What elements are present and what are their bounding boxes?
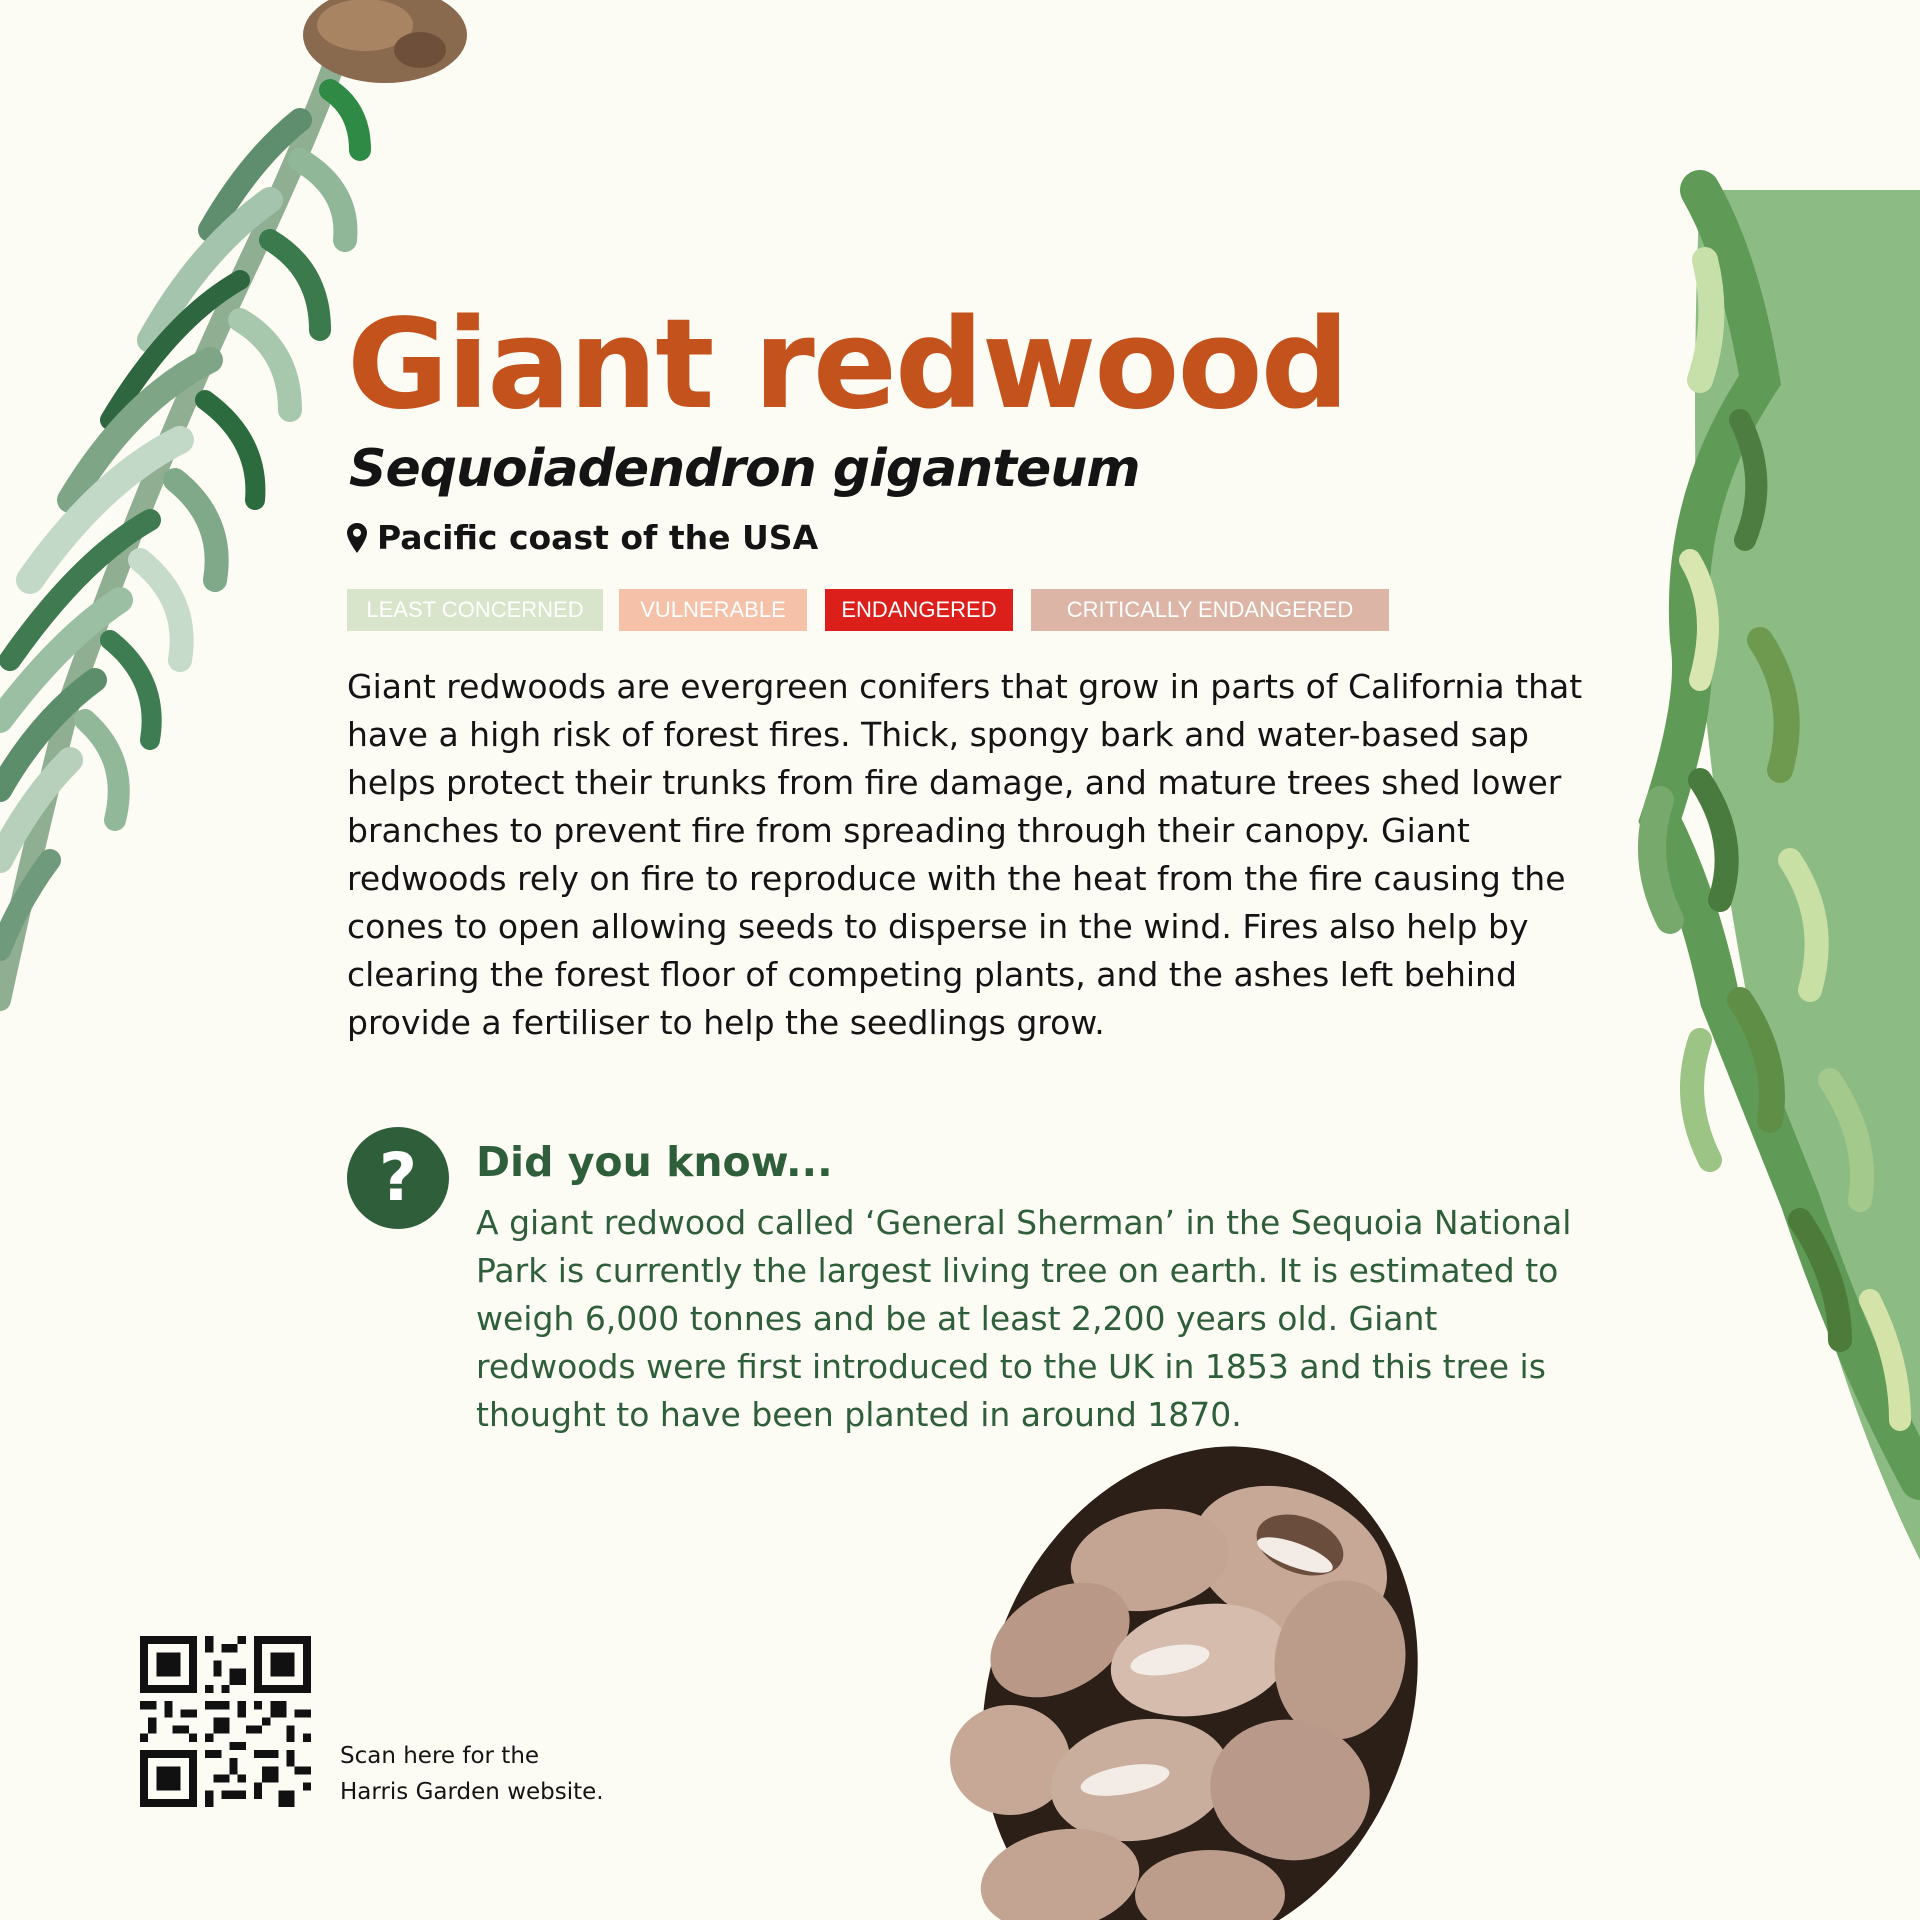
location-text: Pacific coast of the USA <box>377 518 819 557</box>
status-endangered: ENDANGERED <box>825 589 1013 631</box>
right-branch-illustration <box>1652 190 1920 1920</box>
did-you-know-text: A giant redwood called ‘General Sherman’ in the Sequoia National Park is currently the largest living tree on earth. It is estimated to weigh 6,000 tonnes and be at least 2,200 years old. Giant redwoods were first introduced to the UK in 1853 and this tree is thought to have been planted in around 1870. <box>476 1203 1572 1434</box>
status-least-concerned: LEAST CONCERNED <box>347 589 603 631</box>
qr-caption-line1: Scan here for the <box>340 1743 540 1769</box>
did-you-know-title: Did you know... <box>476 1138 833 1186</box>
status-critically-endangered: CRITICALLY ENDANGERED <box>1031 589 1389 631</box>
question-mark-glyph: ? <box>378 1139 418 1216</box>
map-pin-icon <box>347 523 367 553</box>
location <box>347 514 818 562</box>
cone-illustration <box>908 1380 1492 1920</box>
qr-caption-line2: Harris Garden website. <box>340 1779 604 1805</box>
page-title: Giant redwood <box>347 293 1348 437</box>
qr-code-icon[interactable] <box>140 1636 311 1807</box>
qr-caption <box>340 1738 604 1810</box>
description: Giant redwoods are evergreen conifers that grow in parts of California that have a high risk of forest fires. Thick, spongy bark and water-based sap helps protect their trunks from fire damage, and mature trees shed lower branches to prevent fire from spreading through their canopy. Giant redwoods rely on fire to reproduce with the heat from the fire causing the cones to open allowing seeds to disperse in the wind. Fires also help by clearing the forest floor of competing plants, and the ashes left behind provide a fertiliser to help the seedlings grow. <box>347 667 1583 1042</box>
scientific-name: Sequoiadendron giganteum <box>349 439 1140 499</box>
question-mark-icon <box>347 1127 449 1229</box>
status-vulnerable: VULNERABLE <box>619 589 807 631</box>
